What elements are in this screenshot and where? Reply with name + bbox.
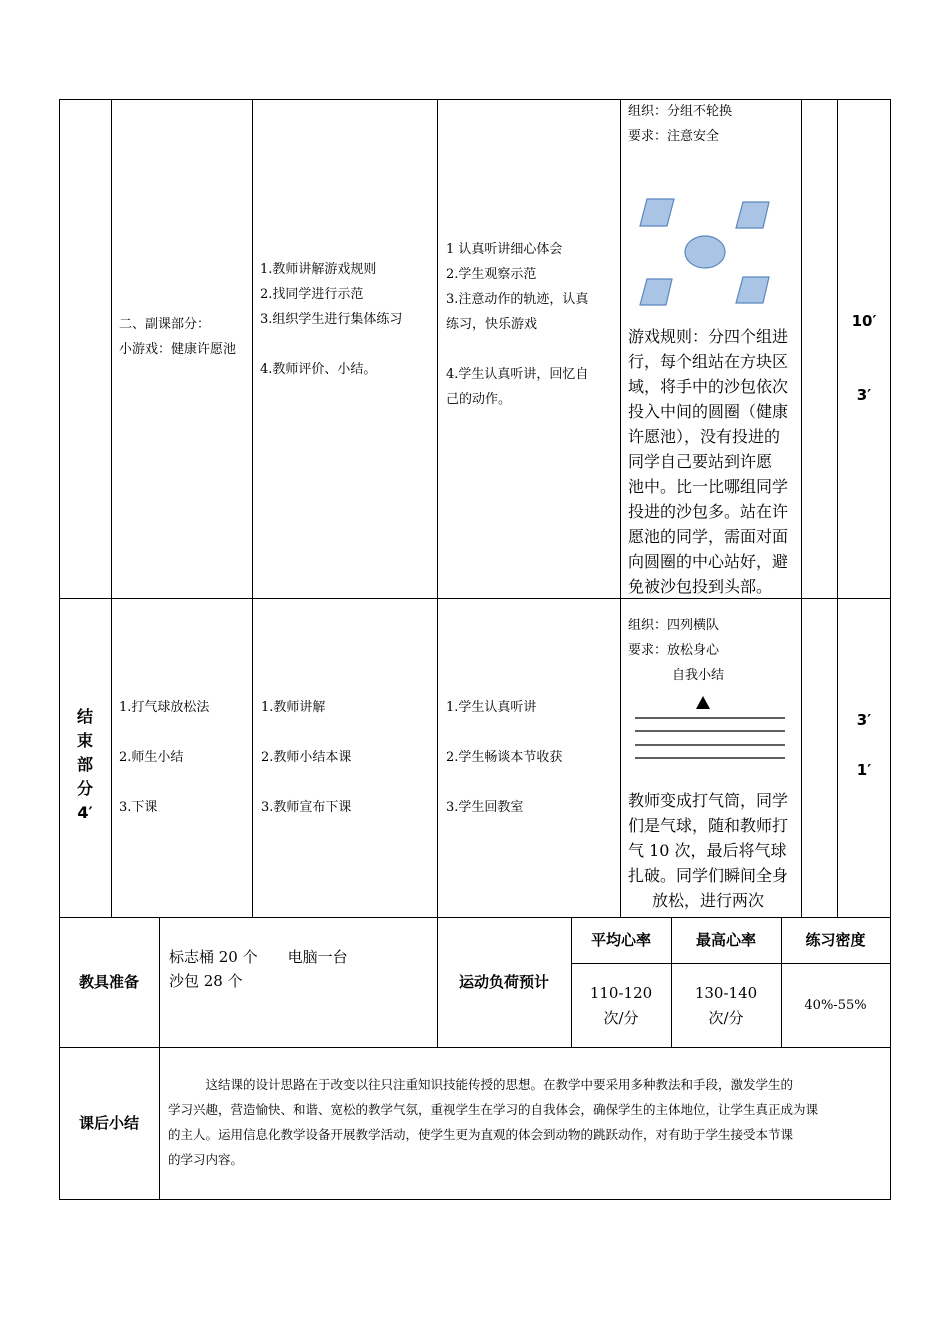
rules-line: 同学自己要站到许愿 xyxy=(628,452,773,471)
game-student-cell xyxy=(446,237,618,412)
rules-line: 池中。比一比哪组同学 xyxy=(628,477,789,496)
rules-line: 许愿池），没有投进的 xyxy=(628,427,781,446)
teacher-step: 2.找同学进行示范 xyxy=(260,287,364,302)
end-time-1: 3′ xyxy=(856,711,872,729)
rules-line: 游戏规则：分四个组进 xyxy=(628,327,789,346)
max-heart-rate-header: 最高心率 xyxy=(695,931,756,949)
end-desc-line: 放松，进行两次 xyxy=(652,891,765,910)
rules-line: 行，每个组站在方块区 xyxy=(628,352,789,371)
student-step xyxy=(446,337,618,362)
end-teacher-line: 3.教师宣布下课 xyxy=(261,800,352,815)
teacher-step: 1.教师讲解游戏规则 xyxy=(260,262,377,277)
value-line: 130-140 xyxy=(694,984,758,1002)
end-part-char: 4′ xyxy=(77,803,93,822)
summary-line: 的主人。运用信息化教学设备开展教学活动，使学生更为直观的体会到动物的跳跃动作，对有助于学生接受本节课 xyxy=(168,1127,794,1142)
end-org-line: 自我小结 xyxy=(672,668,725,683)
student-step: 2.学生观察示范 xyxy=(446,267,537,282)
org-line: 要求：注意安全 xyxy=(628,129,720,144)
end-org-line: 组织：四列横队 xyxy=(628,618,720,633)
student-step: 1 认真听讲细心体会 xyxy=(446,242,563,257)
square-area-icon xyxy=(736,202,769,228)
summary-line: 这结课的设计思路在于改变以往只注重知识技能传授的思想。在教学中要采用多种教法和手段，激发学生的 xyxy=(168,1077,794,1092)
game-section-line: 小游戏：健康许愿池 xyxy=(119,342,237,357)
equipment-label: 教具准备 xyxy=(78,973,139,991)
rules-line: 愿池的同学，需面对面 xyxy=(628,527,789,546)
end-time-2: 1′ xyxy=(856,761,872,779)
equipment-items xyxy=(169,945,434,993)
end-desc-line: 气 10 次，最后将气球 xyxy=(628,841,787,860)
density-value: 40%-55% xyxy=(804,998,867,1013)
teacher-step: 4.教师评价、小结。 xyxy=(260,362,377,377)
summary-label: 课后小结 xyxy=(78,1114,139,1132)
square-area-icon xyxy=(640,199,674,226)
student-step: 己的动作。 xyxy=(446,392,512,407)
student-step: 3.注意动作的轨迹，认真 xyxy=(446,292,589,307)
game-rules-text xyxy=(628,324,800,599)
end-teacher-line: 2.教师小结本课 xyxy=(261,750,352,765)
teacher-position-icon xyxy=(696,696,710,709)
value-line: 110-120 xyxy=(589,984,653,1002)
square-area-icon xyxy=(736,277,769,303)
teacher-step: 3.组织学生进行集体练习 xyxy=(260,312,403,327)
rules-line: 向圆圈的中心站好，避 xyxy=(628,552,789,571)
density-header: 练习密度 xyxy=(805,931,866,949)
game-time-2: 3′ xyxy=(856,386,872,404)
end-student-cell xyxy=(446,683,618,833)
end-desc-text xyxy=(628,788,800,913)
end-student-line: 3.学生回教室 xyxy=(446,800,524,815)
end-student-line: 1.学生认真听讲 xyxy=(446,700,537,715)
end-teacher-line: 1.教师讲解 xyxy=(261,700,326,715)
end-part-char: 结 xyxy=(76,707,93,726)
rules-line: 域，将手中的沙包依次 xyxy=(628,377,789,396)
end-formation-diagram xyxy=(630,692,790,762)
end-part-label xyxy=(59,705,111,825)
end-desc-line: 扎破。同学们瞬间全身 xyxy=(628,866,789,885)
game-section-line: 二、副课部分： xyxy=(119,317,211,332)
end-org-cell xyxy=(628,613,800,688)
end-part-char: 分 xyxy=(76,779,93,798)
rules-line: 投进的沙包多。站在许 xyxy=(628,502,789,521)
equipment-item: 沙包 28 个 xyxy=(169,972,243,990)
org-line: 组织：分组不轮换 xyxy=(628,104,733,119)
game-time-1: 10′ xyxy=(851,312,877,330)
avg-heart-rate-value xyxy=(571,981,671,1031)
summary-line: 的学习内容。 xyxy=(168,1152,244,1167)
end-part-char: 部 xyxy=(76,755,93,774)
game-teacher-cell xyxy=(260,257,435,382)
end-part-char: 束 xyxy=(76,731,93,750)
student-step: 练习，快乐游戏 xyxy=(446,317,538,332)
end-content-cell xyxy=(119,683,249,833)
end-content-line: 1.打气球放松法 xyxy=(119,700,210,715)
value-line: 次/分 xyxy=(708,1009,744,1027)
avg-heart-rate-header: 平均心率 xyxy=(590,931,651,949)
max-heart-rate-value xyxy=(671,981,781,1031)
summary-line: 学习兴趣，营造愉快、和谐、宽松的教学气氛，重视学生在学习的自我体会，确保学生的主体地位，让学生真正成为课 xyxy=(168,1102,819,1117)
equipment-item: 标志桶 20 个 电脑一台 xyxy=(169,948,348,966)
value-line: 次/分 xyxy=(603,1009,639,1027)
square-area-icon xyxy=(640,279,672,305)
end-desc-line: 教师变成打气筒，同学 xyxy=(628,791,789,810)
load-label: 运动负荷预计 xyxy=(458,973,549,991)
game-section-cell xyxy=(119,312,249,362)
game-org-cell xyxy=(628,99,800,149)
end-desc-line: 们是气球，随和教师打 xyxy=(628,816,789,835)
end-content-line: 3.下课 xyxy=(119,800,158,815)
rules-line: 投入中间的圆圈（健康 xyxy=(628,402,789,421)
game-formation-diagram xyxy=(630,195,790,310)
summary-text xyxy=(168,1072,888,1172)
end-content-line: 2.师生小结 xyxy=(119,750,184,765)
teacher-step xyxy=(260,332,435,357)
student-step: 4.学生认真听讲，回忆自 xyxy=(446,367,589,382)
end-teacher-cell xyxy=(261,683,436,833)
wishing-pool-circle-icon xyxy=(685,236,725,268)
rules-line: 免被沙包投到头部。 xyxy=(628,577,773,596)
end-org-line: 要求：放松身心 xyxy=(628,643,720,658)
end-student-line: 2.学生畅谈本节收获 xyxy=(446,750,563,765)
